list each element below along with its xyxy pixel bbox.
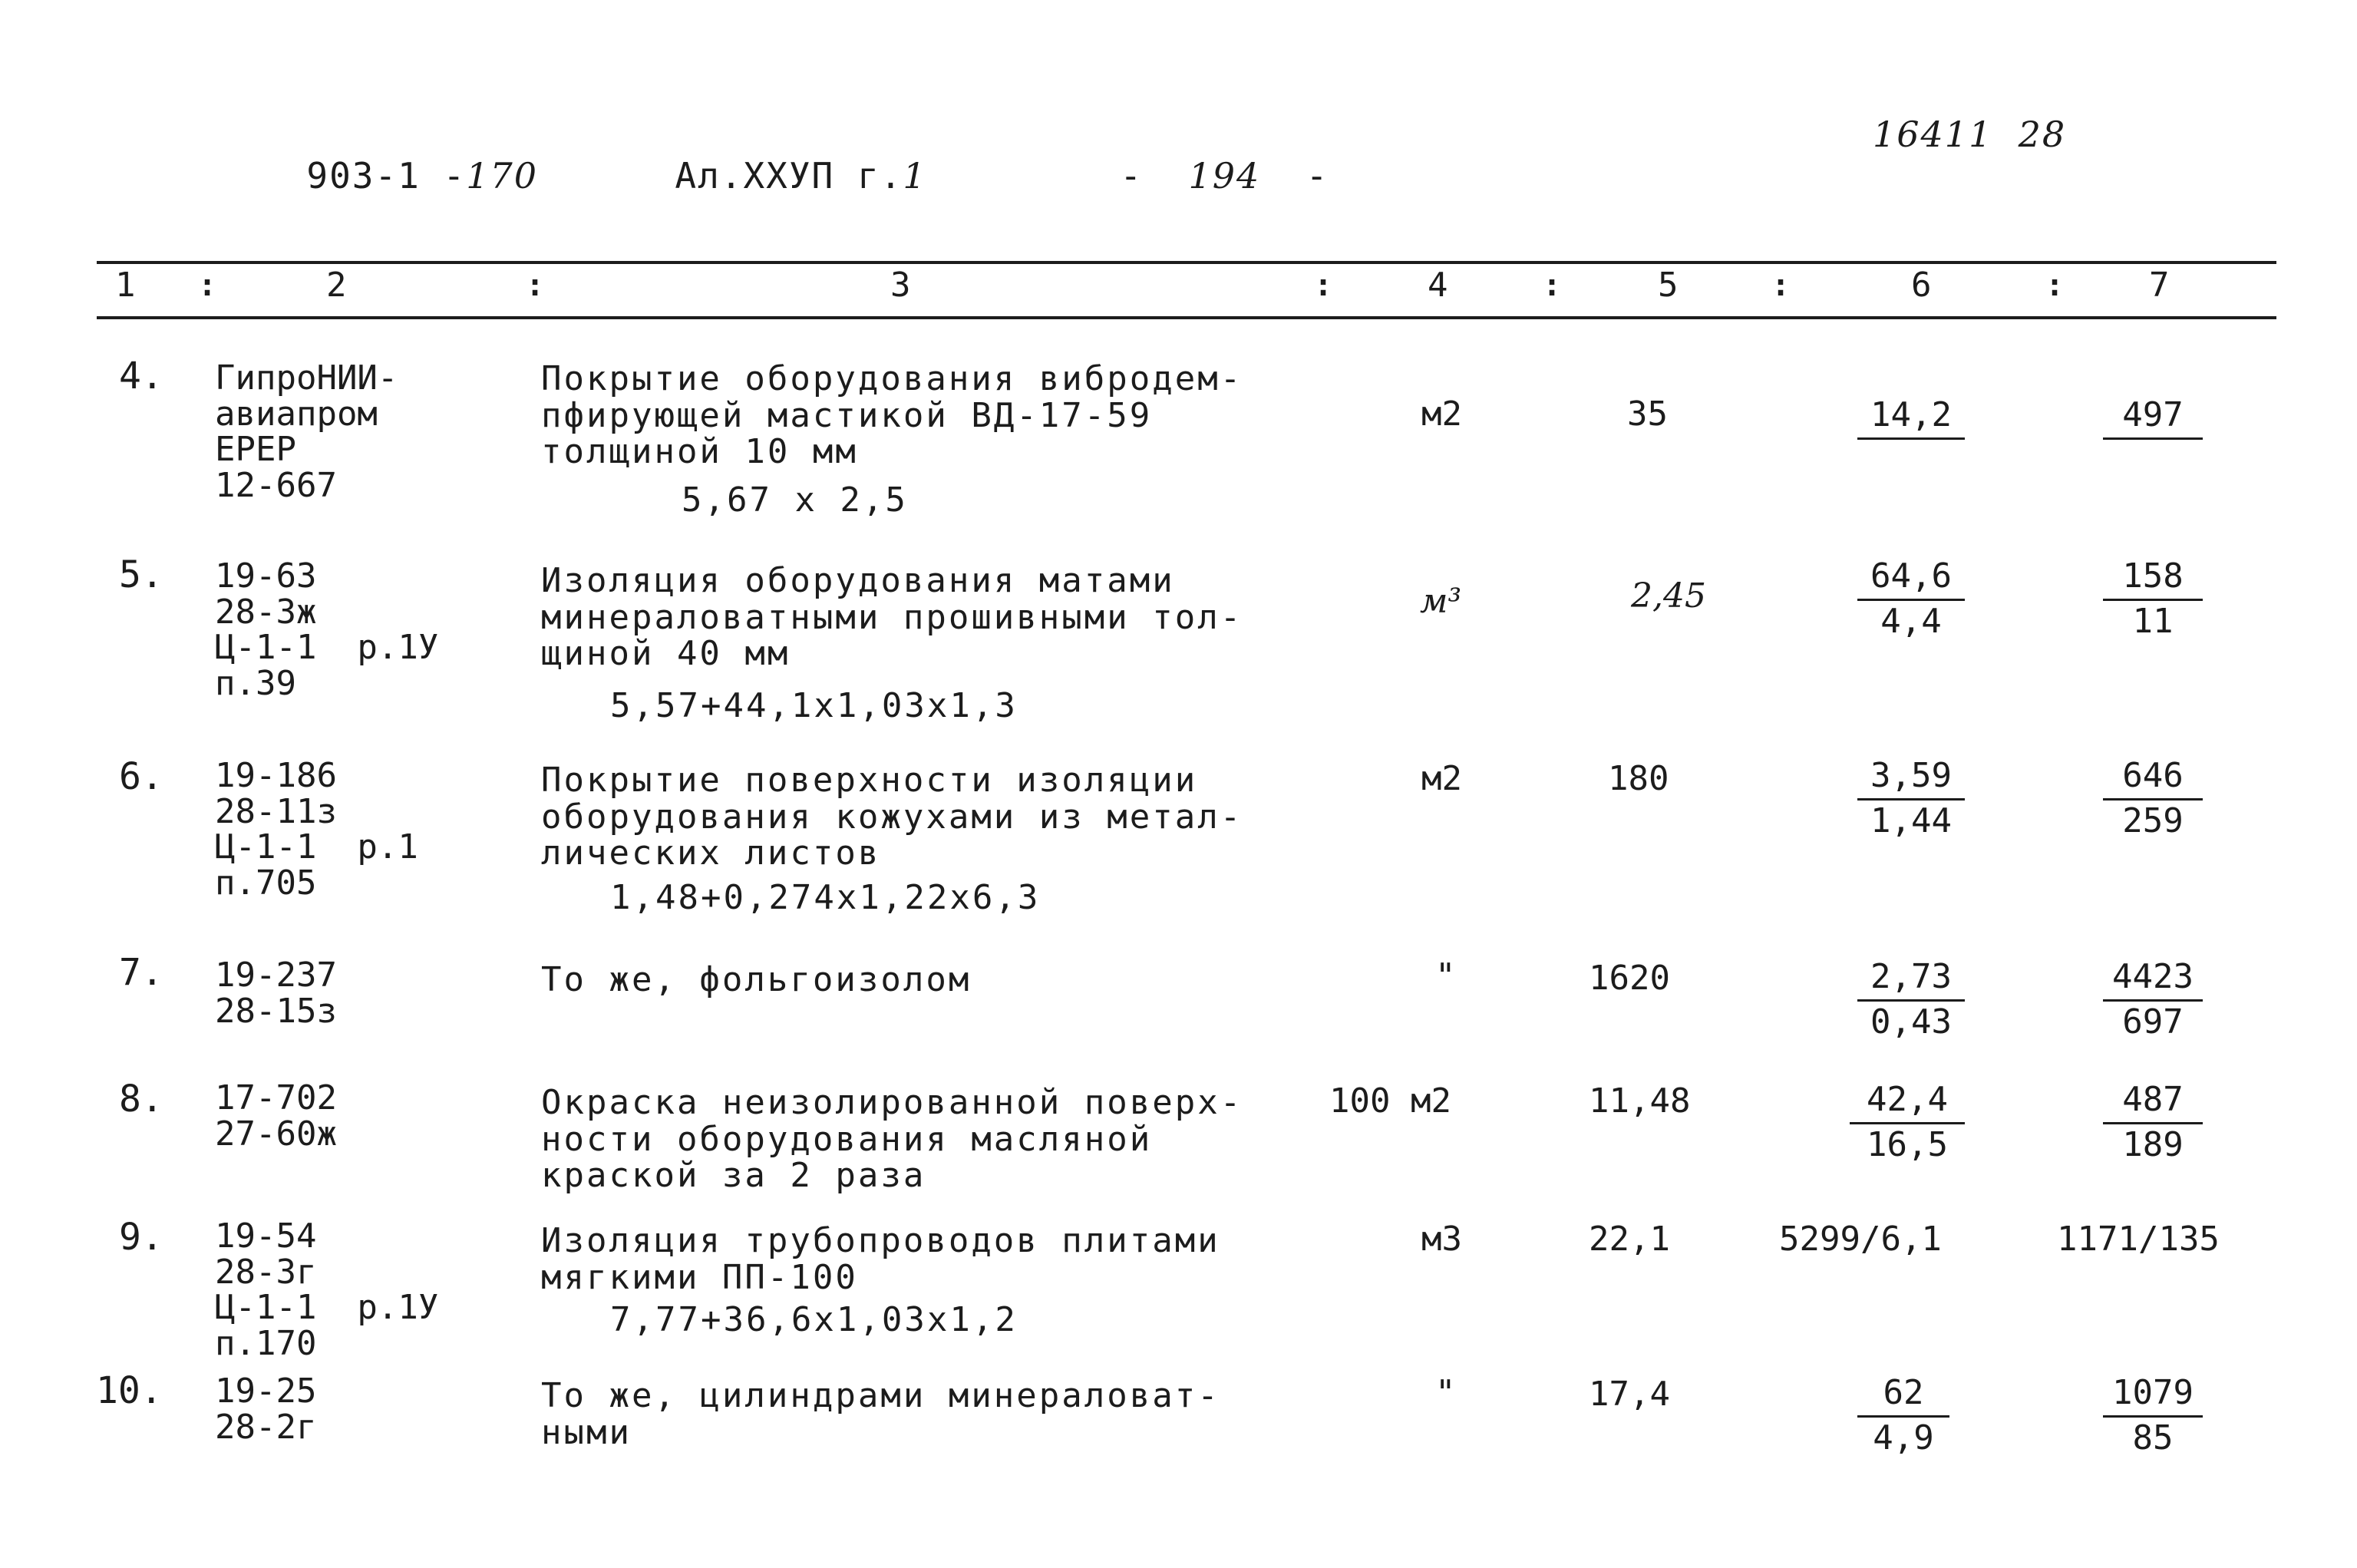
column-separator: : — [526, 268, 545, 303]
work-description: Покрытие оборудования вибродем- пфирующей мастикой ВД-17-59 толщиной 10 мм — [541, 359, 1243, 472]
norm-code: 19-54 28-3г Ц-1-1 р.1У п.170 — [215, 1216, 439, 1363]
column-header-1: 1 — [115, 266, 136, 305]
column-header-6: 6 — [1911, 266, 1932, 305]
document-code-handwritten: 170 — [466, 155, 539, 196]
total-cost: 646 259 — [2103, 758, 2203, 839]
column-header-3: 3 — [890, 266, 911, 305]
total-cost: 158 11 — [2103, 559, 2203, 639]
quantity-calculation: 1,48+0,274х1,22х6,3 — [610, 878, 1041, 917]
total-cost: 1171/135 — [2057, 1220, 2220, 1259]
unit-price: 42,4 16,5 — [1850, 1082, 1965, 1163]
page-number: - 194 - — [1120, 155, 1329, 196]
unit: м³ — [1420, 582, 1462, 621]
column-header-7: 7 — [2149, 266, 2170, 305]
norm-code: ГипроНИИ- авиапром ЕРЕР 12-667 — [215, 358, 398, 505]
unit: м2 — [1421, 394, 1462, 434]
unit: м3 — [1421, 1220, 1462, 1259]
document-code: 903-1 -170 — [306, 155, 539, 196]
column-header-5: 5 — [1658, 266, 1679, 305]
reference-number: 16411 28 — [1873, 114, 2067, 155]
total-cost: 497 — [2103, 398, 2203, 443]
quantity: 17,4 — [1589, 1375, 1670, 1414]
unit-price: 64,6 4,4 — [1857, 559, 1965, 639]
norm-code: 19-237 28-15з — [215, 956, 337, 1031]
work-description: Изоляция трубопроводов плитами мягкими ПП-100 — [541, 1221, 1220, 1297]
quantity: 35 — [1627, 394, 1668, 434]
column-separator: : — [2045, 268, 2065, 303]
column-separator: : — [1771, 268, 1791, 303]
column-separator: : — [1543, 268, 1562, 303]
row-number: 7. — [119, 951, 163, 994]
album-reference: Ал.ХХУП г.1 — [675, 155, 927, 196]
column-separator: : — [1314, 268, 1333, 303]
unit: м2 — [1421, 759, 1462, 798]
quantity: 180 — [1608, 759, 1669, 798]
table-header-rule — [97, 316, 2276, 319]
column-separator: : — [198, 268, 217, 303]
quantity: 1620 — [1589, 959, 1670, 998]
quantity-calculation: 5,57+44,1х1,03х1,3 — [610, 686, 1018, 725]
unit-price: 3,59 1,44 — [1857, 758, 1965, 839]
unit-price: 14,2 — [1857, 398, 1965, 443]
column-header-4: 4 — [1428, 266, 1448, 305]
row-number: 8. — [119, 1078, 163, 1121]
row-number: 6. — [119, 755, 163, 798]
row-number: 5. — [119, 553, 163, 596]
quantity: 22,1 — [1589, 1220, 1670, 1259]
norm-code: 17-702 27-60ж — [215, 1078, 337, 1154]
row-number: 9. — [119, 1216, 163, 1259]
norm-code: 19-186 28-11з Ц-1-1 р.1 п.705 — [215, 756, 418, 903]
album-reference-handwritten: 1 — [903, 155, 927, 196]
quantity-calculation: 5,67 х 2,5 — [682, 480, 908, 520]
quantity-calculation: 7,77+36,6х1,03х1,2 — [610, 1300, 1018, 1339]
work-description: Изоляция оборудования матами минераловатными прошивными тол- щиной 40 мм — [541, 561, 1243, 674]
unit-price: 5299/6,1 — [1779, 1220, 1942, 1259]
total-cost: 487 189 — [2103, 1082, 2203, 1163]
table-top-rule — [97, 261, 2276, 264]
work-description: Окраска неизолированной поверх- ности оборудования масляной краской за 2 раза — [541, 1083, 1243, 1196]
unit: 100 м2 — [1329, 1081, 1451, 1121]
norm-code: 19-25 28-2г — [215, 1372, 317, 1447]
norm-code: 19-63 28-3ж Ц-1-1 р.1У п.39 — [215, 556, 439, 703]
unit-price: 62 4,9 — [1857, 1375, 1949, 1456]
row-number: 10. — [96, 1369, 163, 1412]
column-header-2: 2 — [326, 266, 347, 305]
work-description: Покрытие поверхности изоляции оборудования кожухами из метал- лических листов — [541, 761, 1243, 873]
row-number: 4. — [119, 355, 163, 398]
total-cost: 1079 85 — [2103, 1375, 2203, 1456]
unit-ditto-mark: " — [1435, 956, 1456, 995]
quantity: 11,48 — [1589, 1081, 1691, 1121]
quantity-handwritten: 2,45 — [1631, 576, 1706, 616]
work-description: То же, цилиндрами минераловат- ными — [541, 1376, 1220, 1452]
unit-ditto-mark: " — [1435, 1373, 1456, 1412]
unit-price: 2,73 0,43 — [1857, 959, 1965, 1040]
work-description: То же, фольгоизолом — [541, 960, 972, 999]
total-cost: 4423 697 — [2103, 959, 2203, 1040]
